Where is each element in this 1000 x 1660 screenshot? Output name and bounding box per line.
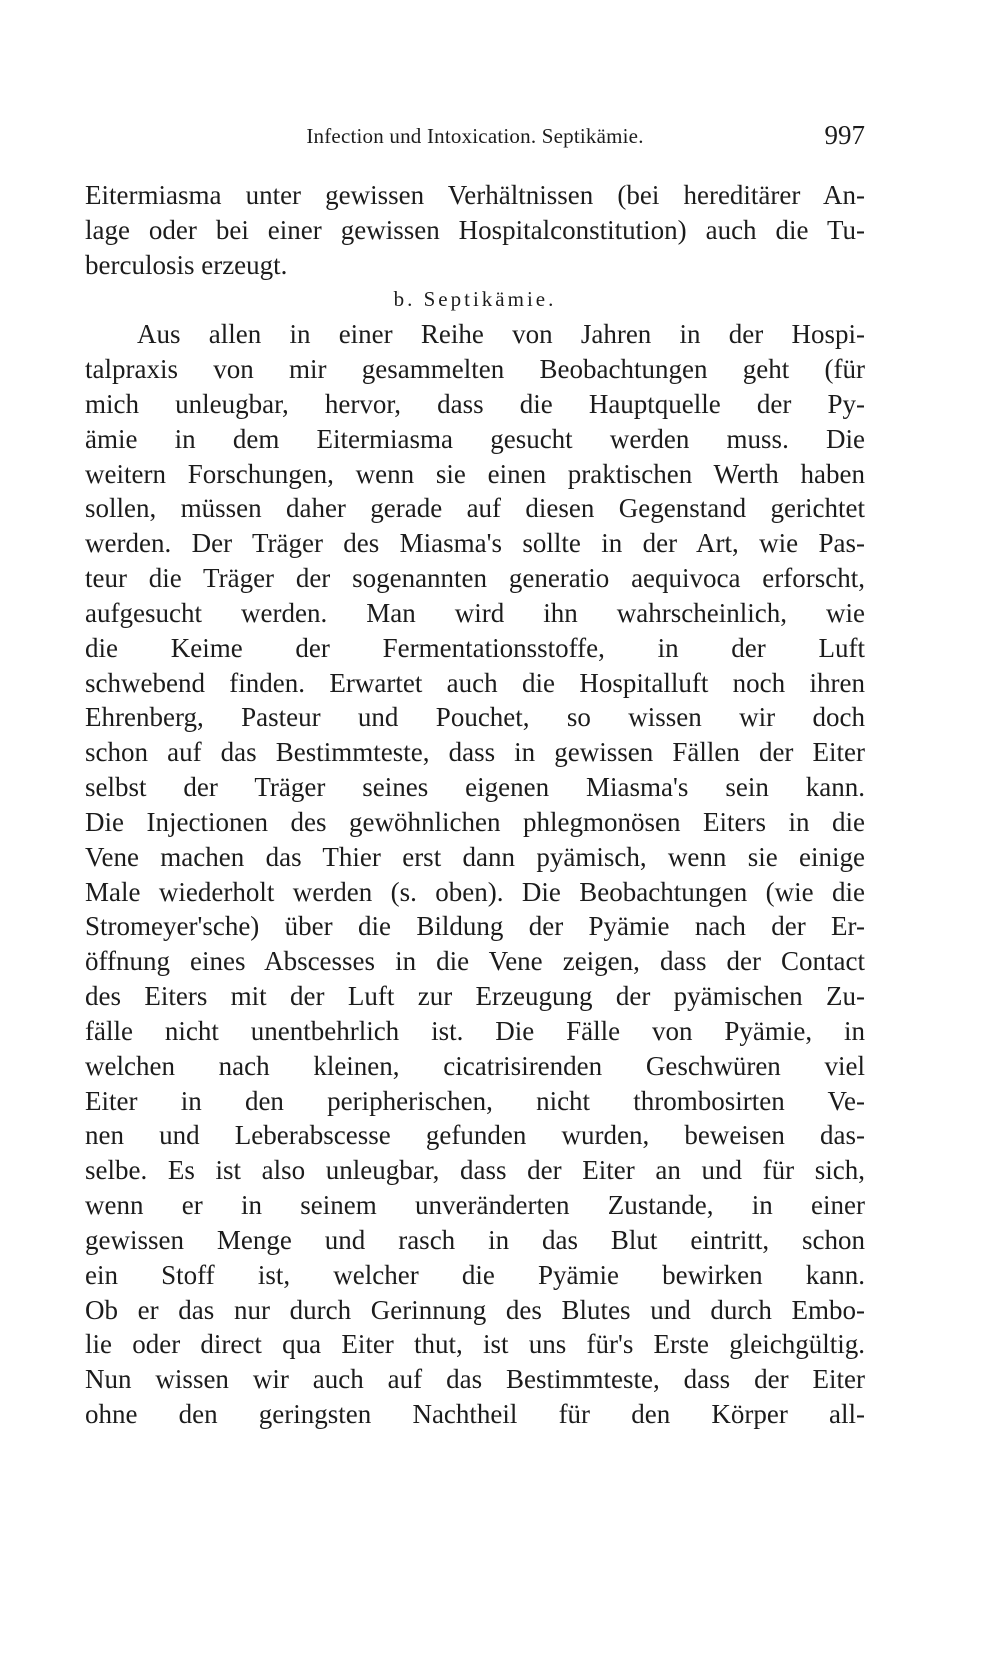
text-line: ein Stoff ist, welcher die Pyämie bewirken kann. bbox=[85, 1259, 865, 1290]
running-head bbox=[85, 118, 865, 158]
text-line: Ob er das nur durch Gerinnung des Blutes und durch Embo- bbox=[85, 1294, 865, 1325]
text-line: Ehrenberg, Pasteur und Pouchet, so wissen wir doch bbox=[85, 702, 865, 733]
text-line: sollen, müssen daher gerade auf diesen Gegenstand gerichtet bbox=[85, 493, 865, 524]
page-number: 997 bbox=[824, 120, 865, 150]
text-line: teur die Träger der sogenannten generatio aequivoca erforscht, bbox=[85, 563, 865, 594]
text-line: lie oder direct qua Eiter thut, ist uns für's Erste gleichgültig. bbox=[85, 1329, 865, 1360]
text-line: lage oder bei einer gewissen Hospitalconstitution) auch die Tu- bbox=[85, 214, 865, 245]
text-line: Eitermiasma unter gewissen Verhältnissen (bei hereditärer An- bbox=[85, 180, 865, 210]
text-line: berculosis erzeugt. bbox=[85, 249, 288, 280]
text-line: selbe. Es ist also unleugbar, dass der Eiter an und für sich, bbox=[85, 1155, 865, 1186]
text-line: gewissen Menge und rasch in das Blut eintritt, schon bbox=[85, 1224, 865, 1255]
running-title: Infection und Intoxication. Septikämie. bbox=[306, 124, 644, 148]
text-line: talpraxis von mir gesammelten Beobachtungen geht (für bbox=[85, 354, 865, 385]
text-line: die Keime der Fermentationsstoffe, in der Luft bbox=[85, 632, 865, 663]
text-line: Stromeyer'sche) über die Bildung der Pyämie nach der Er- bbox=[85, 911, 865, 942]
text-line: welchen nach kleinen, cicatrisirenden Geschwüren viel bbox=[85, 1050, 865, 1081]
text-line: nen und Leberabscesse gefunden wurden, beweisen das- bbox=[85, 1120, 865, 1151]
text-line: öffnung eines Abscesses in die Vene zeigen, dass der Contact bbox=[85, 946, 865, 977]
text-line: weitern Forschungen, wenn sie einen praktischen Werth haben bbox=[85, 458, 865, 489]
text-line: Eiter in den peripherischen, nicht thrombosirten Ve- bbox=[85, 1085, 865, 1116]
text-line: Die Injectionen des gewöhnlichen phlegmonösen Eiters in die bbox=[85, 806, 865, 837]
text-line: schon auf das Bestimmteste, dass in gewissen Fällen der Eiter bbox=[85, 737, 865, 768]
text-line: Aus allen in einer Reihe von Jahren in der Hospi- bbox=[137, 319, 865, 350]
text-line: Vene machen das Thier erst dann pyämisch, wenn sie einige bbox=[85, 841, 865, 872]
body-text bbox=[85, 178, 865, 1432]
text-line: Male wiederholt werden (s. oben). Die Beobachtungen (wie die bbox=[85, 876, 865, 907]
text-line: des Eiters mit der Luft zur Erzeugung der pyämischen Zu- bbox=[85, 981, 865, 1012]
text-line: ämie in dem Eitermiasma gesucht werden muss. Die bbox=[85, 423, 865, 454]
text-line: aufgesucht werden. Man wird ihn wahrscheinlich, wie bbox=[85, 597, 865, 628]
text-line: werden. Der Träger des Miasma's sollte in der Art, wie Pas- bbox=[85, 528, 865, 559]
text-line: mich unleugbar, hervor, dass die Hauptquelle der Py- bbox=[85, 388, 865, 419]
text-line: selbst der Träger seines eigenen Miasma's sein kann. bbox=[85, 772, 865, 803]
text-line: ohne den geringsten Nachtheil für den Körper all- bbox=[85, 1398, 865, 1429]
section-heading: b. Septikämie. bbox=[393, 287, 557, 312]
text-line: fälle nicht unentbehrlich ist. Die Fälle von Pyämie, in bbox=[85, 1015, 865, 1046]
text-line: schwebend finden. Erwartet auch die Hospitalluft noch ihren bbox=[85, 667, 865, 698]
text-line: wenn er in seinem unveränderten Zustande, in einer bbox=[85, 1190, 865, 1221]
text-line: Nun wissen wir auch auf das Bestimmteste, dass der Eiter bbox=[85, 1364, 865, 1395]
